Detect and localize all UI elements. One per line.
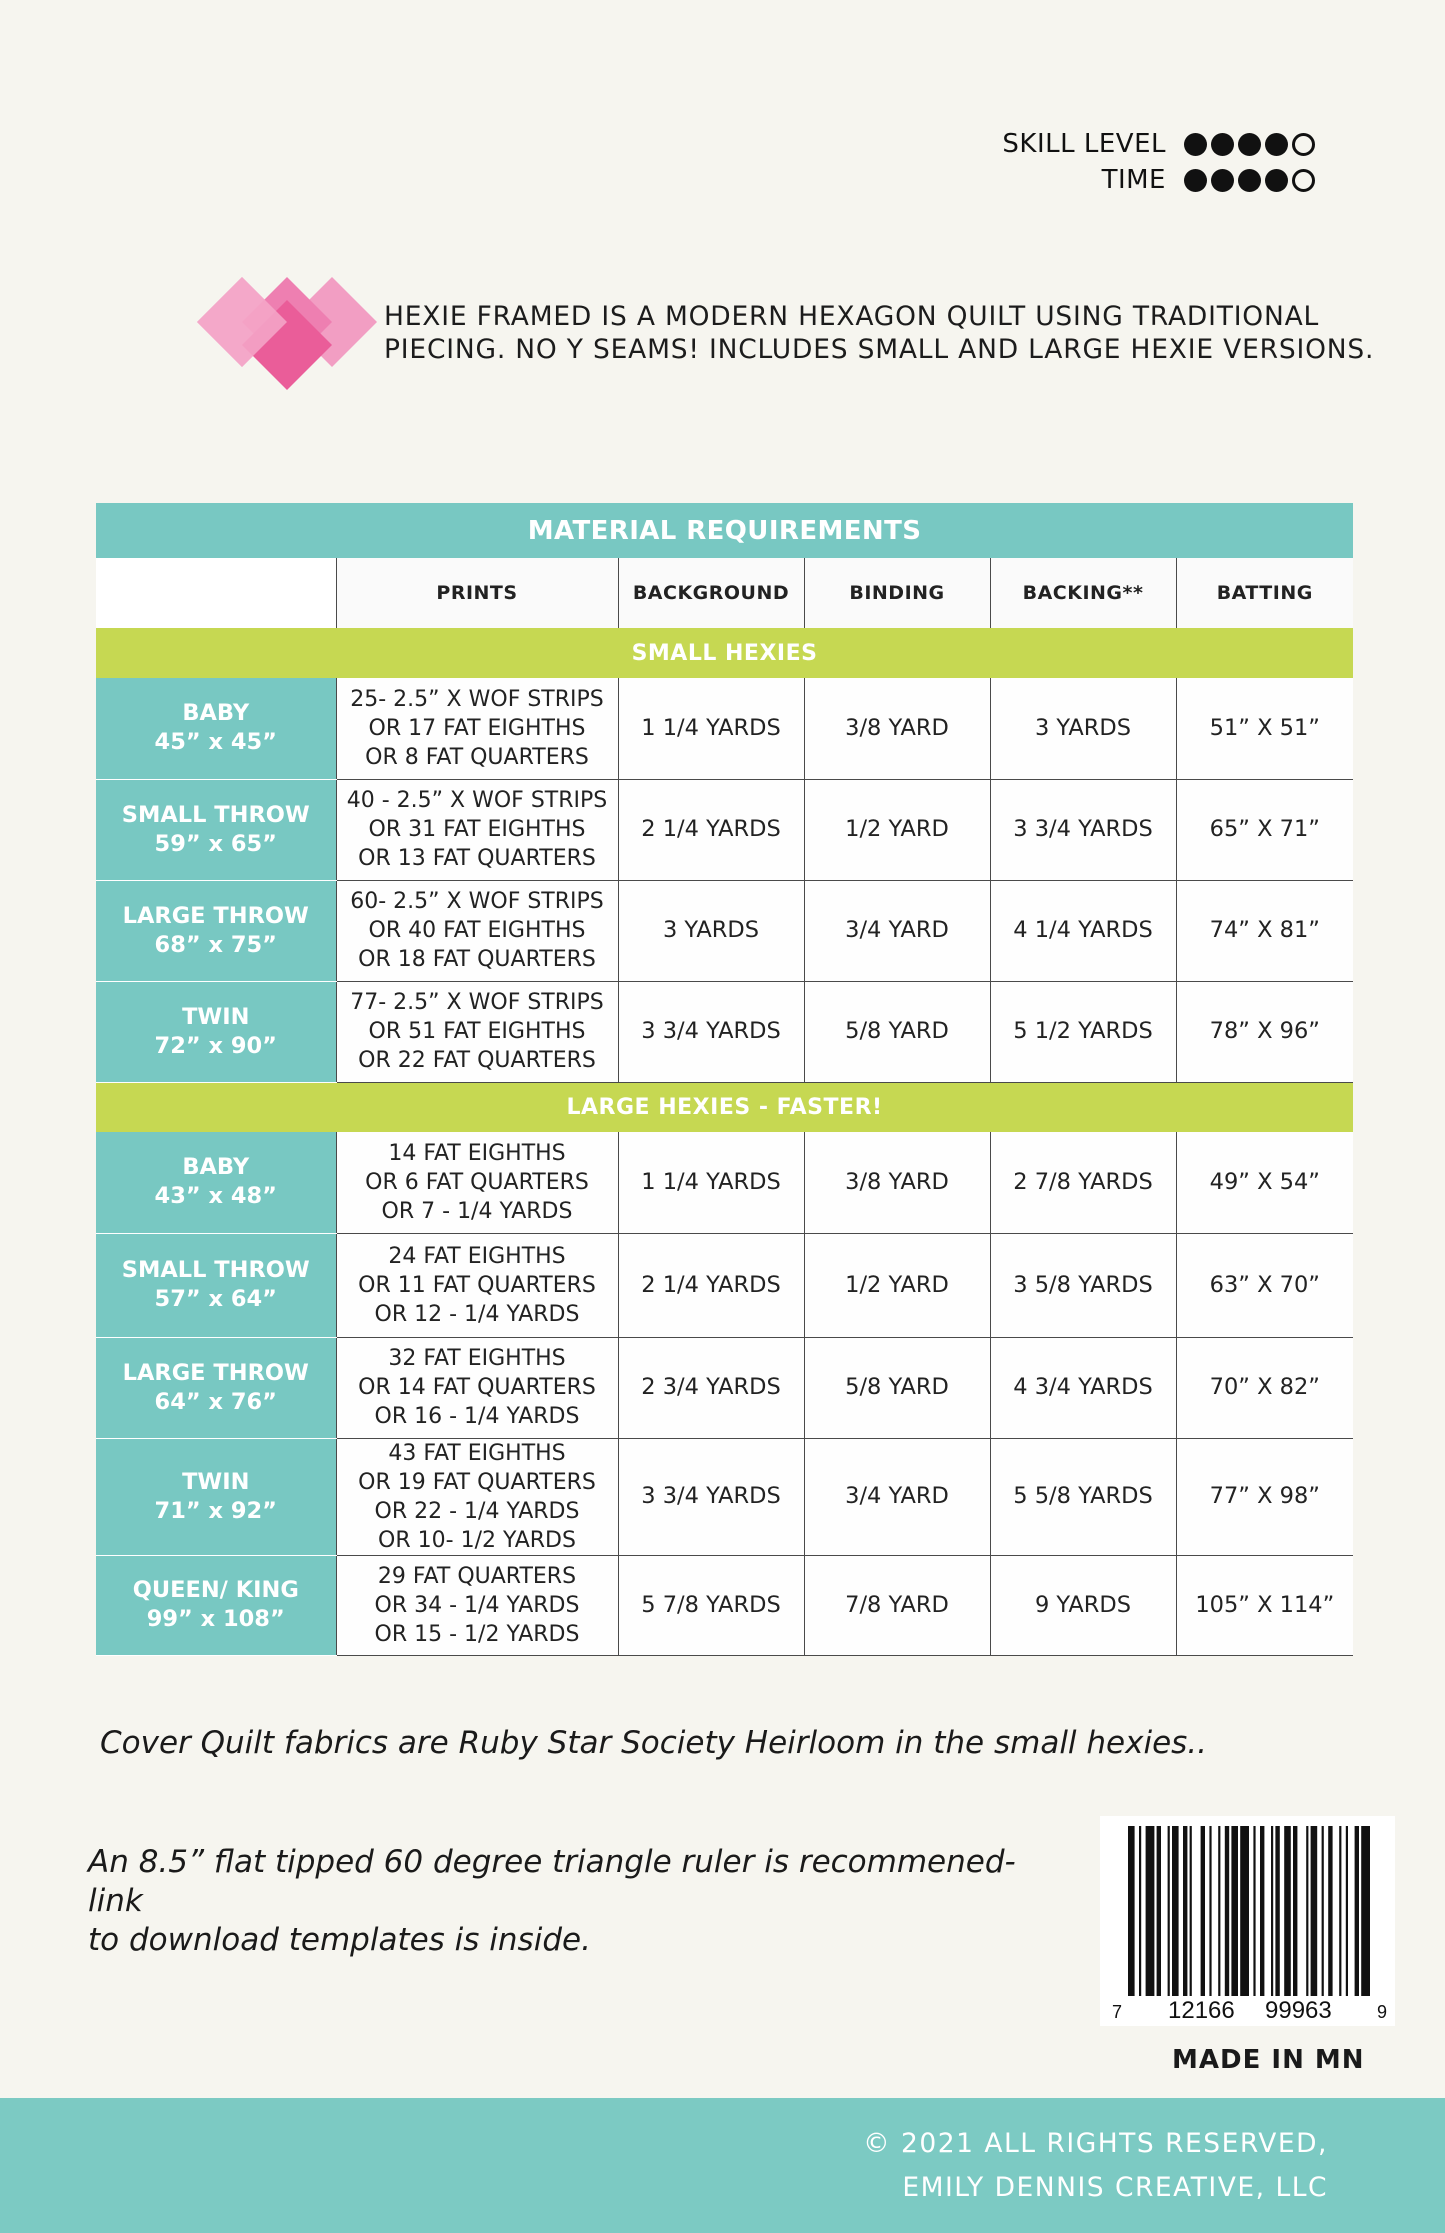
ruler-note xyxy=(88,1843,1078,1960)
backing-cell: 2 7/8 YARDS xyxy=(990,1132,1176,1233)
barcode-bar xyxy=(1253,1826,1255,1996)
batting-cell: 74” X 81” xyxy=(1176,880,1353,981)
barcode-bar xyxy=(1231,1826,1238,1996)
batting-cell: 77” X 98” xyxy=(1176,1438,1353,1555)
prints-cell: 43 FAT EIGHTHS OR 19 FAT QUARTERS OR 22 - 1/4 YARDS OR 10- 1/2 YARDS xyxy=(336,1438,618,1555)
backing-cell: 4 3/4 YARDS xyxy=(990,1337,1176,1438)
skill-level-dot-empty xyxy=(1292,133,1315,156)
time-row xyxy=(1002,162,1315,198)
size-cell xyxy=(96,779,336,880)
prints-cell: 14 FAT EIGHTHS OR 6 FAT QUARTERS OR 7 - 1/4 YARDS xyxy=(336,1132,618,1233)
header-backing: BACKING** xyxy=(990,558,1176,628)
barcode-bar xyxy=(1172,1826,1179,1996)
background-cell: 2 1/4 YARDS xyxy=(618,1233,804,1337)
binding-cell: 3/4 YARD xyxy=(804,1438,990,1555)
description-line-1: HEXIE FRAMED IS A MODERN HEXAGON QUILT USING TRADITIONAL xyxy=(384,301,1320,332)
barcode-lead-digit: 7 xyxy=(1112,2002,1123,2022)
backing-cell: 9 YARDS xyxy=(990,1555,1176,1655)
size-cell xyxy=(96,1233,336,1337)
size-name: BABY xyxy=(182,1154,250,1181)
size-dims: 45” x 45” xyxy=(154,729,277,756)
batting-cell: 49” X 54” xyxy=(1176,1132,1353,1233)
ruler-note-line-1: An 8.5” flat tipped 60 degree triangle ruler is recommened- link xyxy=(88,1844,1016,1919)
barcode-bar xyxy=(1209,1826,1211,1996)
time-dot-filled xyxy=(1211,169,1234,192)
section-title: SMALL HEXIES xyxy=(96,628,1353,678)
barcode-bar xyxy=(1225,1826,1229,1996)
size-dims: 59” x 65” xyxy=(154,830,277,857)
upc-barcode xyxy=(1100,1816,1395,2026)
table-row xyxy=(96,1337,1353,1438)
backing-cell: 3 5/8 YARDS xyxy=(990,1233,1176,1337)
backing-cell: 3 YARDS xyxy=(990,678,1176,779)
header-batting: BATTING xyxy=(1176,558,1353,628)
table-row xyxy=(96,981,1353,1082)
barcode-bar xyxy=(1311,1826,1318,1996)
binding-cell: 1/2 YARD xyxy=(804,779,990,880)
batting-cell: 105” X 114” xyxy=(1176,1555,1353,1655)
batting-cell: 78” X 96” xyxy=(1176,981,1353,1082)
heart-logo-icon xyxy=(197,255,377,390)
backing-cell: 5 1/2 YARDS xyxy=(990,981,1176,1082)
size-dims: 72” x 90” xyxy=(154,1032,277,1059)
size-cell xyxy=(96,1555,336,1655)
copyright-line-2: EMILY DENNIS CREATIVE, LLC xyxy=(902,2172,1328,2203)
barcode-check-digit: 9 xyxy=(1377,2002,1388,2022)
barcode-bar xyxy=(1128,1826,1135,1996)
table-title: MATERIAL REQUIREMENTS xyxy=(96,503,1353,558)
ratings xyxy=(1002,126,1315,198)
size-cell xyxy=(96,880,336,981)
skill-level-dots xyxy=(1180,133,1315,156)
barcode-bar xyxy=(1218,1826,1220,1996)
size-dims: 57” x 64” xyxy=(154,1286,277,1312)
background-cell: 5 7/8 YARDS xyxy=(618,1555,804,1655)
skill-level-dot-filled xyxy=(1211,133,1234,156)
barcode-bar xyxy=(1190,1826,1192,1996)
copyright xyxy=(863,2122,1328,2210)
prints-cell: 29 FAT QUARTERS OR 34 - 1/4 YARDS OR 15 - 1/2 YARDS xyxy=(336,1555,618,1655)
table-title-row xyxy=(96,503,1353,558)
barcode-bar xyxy=(1183,1826,1187,1996)
size-name: QUEEN/ KING xyxy=(132,1577,299,1603)
description-line-2: PIECING. NO Y SEAMS! INCLUDES SMALL AND LARGE HEXIE VERSIONS. xyxy=(384,334,1375,365)
time-label: TIME xyxy=(1101,165,1166,195)
size-cell xyxy=(96,1337,336,1438)
barcode-bar xyxy=(1139,1826,1141,1996)
skill-level-dot-filled xyxy=(1265,133,1288,156)
barcode-bar xyxy=(1157,1826,1161,1996)
barcode-bar xyxy=(1328,1826,1332,1996)
material-requirements-table xyxy=(96,503,1353,1656)
size-cell xyxy=(96,1438,336,1555)
background-cell: 2 3/4 YARDS xyxy=(618,1337,804,1438)
backing-cell: 3 3/4 YARDS xyxy=(990,779,1176,880)
binding-cell: 1/2 YARD xyxy=(804,1233,990,1337)
ruler-note-line-2: to download templates is inside. xyxy=(88,1922,591,1958)
size-dims: 43” x 48” xyxy=(154,1183,277,1210)
cover-quilt-note: Cover Quilt fabrics are Ruby Star Society Heirloom in the small hexies.. xyxy=(100,1725,1208,1761)
size-name: BABY xyxy=(182,700,250,727)
prints-cell: 77- 2.5” X WOF STRIPS OR 51 FAT EIGHTHS OR 22 FAT QUARTERS xyxy=(336,981,618,1082)
table-row xyxy=(96,678,1353,779)
barcode-left-group: 12166 xyxy=(1168,1997,1235,2024)
skill-level-dot-filled xyxy=(1184,133,1207,156)
size-name: SMALL THROW xyxy=(121,1257,310,1283)
size-name: LARGE THROW xyxy=(122,902,309,929)
size-name: SMALL THROW xyxy=(121,801,310,828)
table-row xyxy=(96,779,1353,880)
binding-cell: 7/8 YARD xyxy=(804,1555,990,1655)
barcode-bar xyxy=(1168,1826,1170,1996)
size-cell xyxy=(96,678,336,779)
binding-cell: 5/8 YARD xyxy=(804,1337,990,1438)
time-dot-empty xyxy=(1292,169,1315,192)
barcode-bar xyxy=(1339,1826,1341,1996)
batting-cell: 70” X 82” xyxy=(1176,1337,1353,1438)
binding-cell: 3/4 YARD xyxy=(804,880,990,981)
time-dot-filled xyxy=(1265,169,1288,192)
table-row xyxy=(96,880,1353,981)
time-dot-filled xyxy=(1238,169,1261,192)
barcode-bar xyxy=(1201,1826,1205,1996)
prints-cell: 25- 2.5” X WOF STRIPS OR 17 FAT EIGHTHS OR 8 FAT QUARTERS xyxy=(336,678,618,779)
section-title: LARGE HEXIES - FASTER! xyxy=(96,1082,1353,1132)
section-row-large-hexies xyxy=(96,1082,1353,1132)
batting-cell: 63” X 70” xyxy=(1176,1233,1353,1337)
barcode-bar xyxy=(1322,1826,1324,1996)
size-dims: 99” x 108” xyxy=(146,1606,285,1632)
background-cell: 2 1/4 YARDS xyxy=(618,779,804,880)
skill-level-label: SKILL LEVEL xyxy=(1002,129,1166,159)
size-dims: 68” x 75” xyxy=(154,931,277,958)
size-name: TWIN xyxy=(182,1003,250,1030)
table-row xyxy=(96,1233,1353,1337)
header-background: BACKGROUND xyxy=(618,558,804,628)
barcode-bar xyxy=(1146,1826,1155,1996)
barcode-bar xyxy=(1346,1826,1348,1996)
barcode-bar xyxy=(1361,1826,1370,1996)
prints-cell: 60- 2.5” X WOF STRIPS OR 40 FAT EIGHTHS OR 18 FAT QUARTERS xyxy=(336,880,618,981)
barcode-bar xyxy=(1293,1826,1297,1996)
prints-cell: 24 FAT EIGHTHS OR 11 FAT QUARTERS OR 12 - 1/4 YARDS xyxy=(336,1233,618,1337)
binding-cell: 3/8 YARD xyxy=(804,1132,990,1233)
pattern-description xyxy=(384,300,1384,366)
barcode-right-group: 99963 xyxy=(1265,1997,1332,2024)
table-row xyxy=(96,1132,1353,1233)
barcode-bar xyxy=(1240,1826,1249,1996)
background-cell: 1 1/4 YARDS xyxy=(618,678,804,779)
section-row-small-hexies xyxy=(96,628,1353,678)
backing-cell: 4 1/4 YARDS xyxy=(990,880,1176,981)
size-cell xyxy=(96,1132,336,1233)
background-cell: 1 1/4 YARDS xyxy=(618,1132,804,1233)
size-name: LARGE THROW xyxy=(122,1359,309,1386)
skill-level-row xyxy=(1002,126,1315,162)
batting-cell: 65” X 71” xyxy=(1176,779,1353,880)
time-dot-filled xyxy=(1184,169,1207,192)
table-row xyxy=(96,1438,1353,1555)
prints-cell: 40 - 2.5” X WOF STRIPS OR 31 FAT EIGHTHS OR 13 FAT QUARTERS xyxy=(336,779,618,880)
table-header-row xyxy=(96,558,1353,628)
barcode-bar xyxy=(1306,1826,1308,1996)
header-blank-cell xyxy=(96,558,336,628)
header-prints: PRINTS xyxy=(336,558,618,628)
size-name: TWIN xyxy=(182,1468,250,1495)
made-in-label: MADE IN MN xyxy=(1172,2045,1365,2075)
size-dims: 64” x 76” xyxy=(154,1388,277,1415)
barcode-bar xyxy=(1284,1826,1291,1996)
table-row xyxy=(96,1555,1353,1655)
background-cell: 3 3/4 YARDS xyxy=(618,981,804,1082)
time-dots xyxy=(1180,169,1315,192)
barcode-bar xyxy=(1260,1826,1264,1996)
binding-cell: 5/8 YARD xyxy=(804,981,990,1082)
skill-level-dot-filled xyxy=(1238,133,1261,156)
prints-cell: 32 FAT EIGHTHS OR 14 FAT QUARTERS OR 16 - 1/4 YARDS xyxy=(336,1337,618,1438)
background-cell: 3 3/4 YARDS xyxy=(618,1438,804,1555)
background-cell: 3 YARDS xyxy=(618,880,804,981)
barcode-bar xyxy=(1355,1826,1359,1996)
size-dims: 71” x 92” xyxy=(154,1497,277,1524)
binding-cell: 3/8 YARD xyxy=(804,678,990,779)
barcode-bar xyxy=(1275,1826,1279,1996)
barcode-bar xyxy=(1271,1826,1273,1996)
copyright-line-1: © 2021 ALL RIGHTS RESERVED, xyxy=(863,2128,1328,2159)
backing-cell: 5 5/8 YARDS xyxy=(990,1438,1176,1555)
header-binding: BINDING xyxy=(804,558,990,628)
size-cell xyxy=(96,981,336,1082)
batting-cell: 51” X 51” xyxy=(1176,678,1353,779)
barcode-bars xyxy=(1128,1826,1370,1996)
